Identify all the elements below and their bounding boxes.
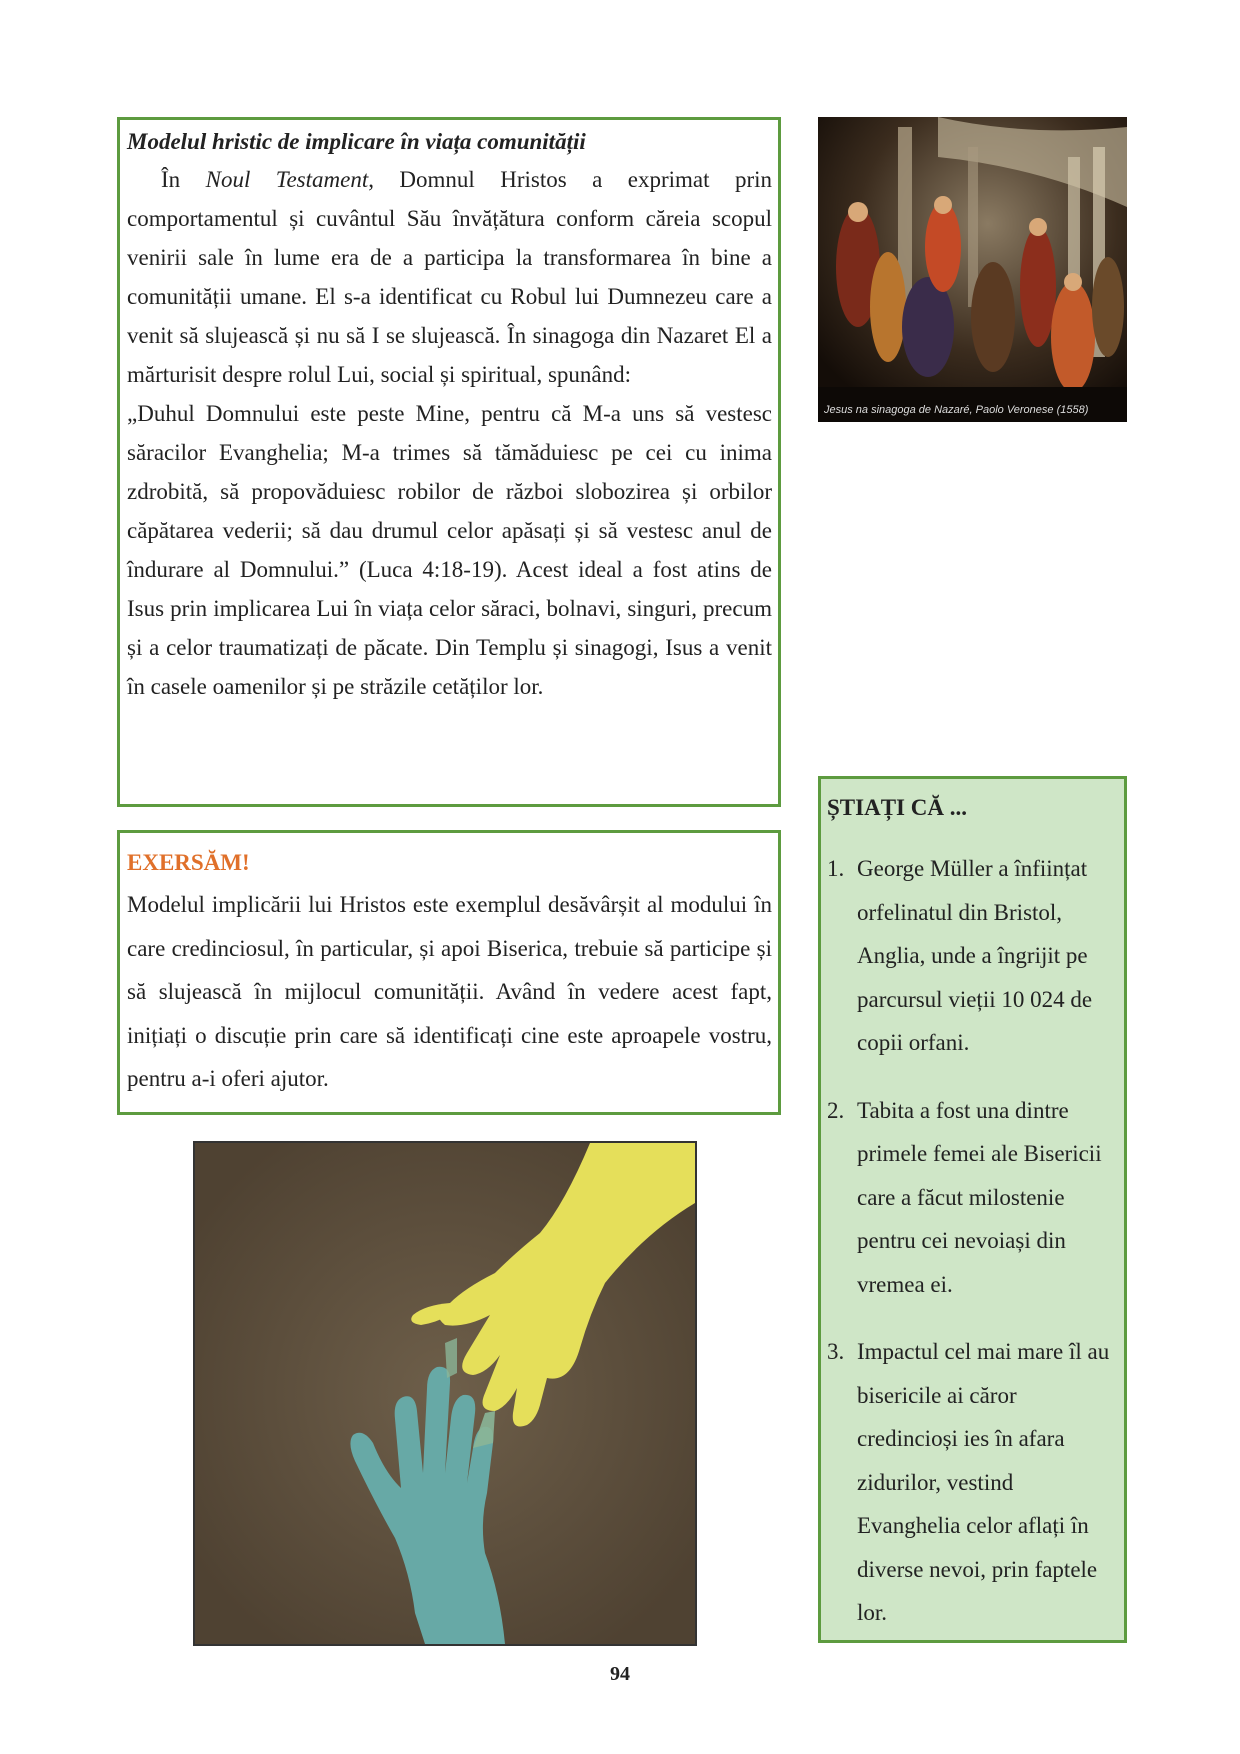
fact-text: Impactul cel mai mare îl au bisericile ai căror credincioși ies în afara zidurilor, vestind Evanghelia celor aflați în diverse nevoi, prin faptele lor. bbox=[857, 1339, 1110, 1625]
helping-hands-illustration bbox=[195, 1143, 695, 1644]
exercise-box bbox=[117, 830, 781, 1115]
intro-paragraph bbox=[127, 160, 772, 394]
painting-image bbox=[818, 117, 1127, 422]
intro-post: , Domnul Hristos a exprimat prin comportamentul și cuvântul Său învățătura conform căreia scopul venirii sale în lume era de a participa la transformarea în bine a comunității umane. El s-a identificat cu Robul lui Dumnezeu care a venit să slujească și nu să I se slujească. În sinagoga din Nazaret El a mărturisit despre rolul Lui, social și spiritual, spunând: bbox=[127, 167, 772, 387]
page-number: 94 bbox=[610, 1663, 630, 1685]
section-christ-model bbox=[117, 117, 781, 807]
fact-text: Tabita a fost una dintre primele femei ale Bisericii care a făcut milostenie pentru cei nevoiași din vremea ei. bbox=[857, 1097, 1102, 1297]
fact-number: 2. bbox=[827, 1097, 845, 1123]
fact-number: 3. bbox=[827, 1339, 845, 1364]
exercise-text: Modelul implicării lui Hristos este exemplul desăvârșit al modului în care credinciosul, în particular, și apoi Biserica, trebuie să participe și să slujească în mijlocul comunității. Având în vedere acest fapt, inițiați o discuție prin care să identificați cine este aproapele vostru, pentru a-i oferi ajutor. bbox=[127, 892, 772, 1091]
fact-item bbox=[827, 847, 1116, 1065]
did-you-know-box bbox=[818, 776, 1127, 1643]
did-you-know-title: ȘTIAȚI CĂ ... bbox=[827, 795, 967, 820]
fact-text: George Müller a înființat orfelinatul din Bristol, Anglia, unde a îngrijit pe parcursul vieții 10 024 de copii orfani. bbox=[857, 856, 1093, 1055]
exercise-title: EXERSĂM! bbox=[127, 850, 250, 875]
fact-item bbox=[827, 1330, 1116, 1635]
quote-paragraph: „Duhul Domnului este peste Mine, pentru că M-a uns să vestesc săracilor Evanghelia; M-a trimes să tămăduiesc pe cei cu inima zdrobită, să propovăduiesc robilor de război slobozirea și orbilor căpătarea vederii; să dau drumul celor apăsați și să vestesc anul de îndurare al Domnului.” (Luca 4:18-19). Acest ideal a fost atins de Isus prin implicarea Lui în viața celor săraci, bolnavi, singuri, precum și a celor traumatizați de păcate. Din Templu și sinagogi, Isus a venit în casele oamenilor și pe străzile cetăților lor. bbox=[127, 401, 772, 699]
intro-italic: Noul Testament bbox=[205, 167, 369, 192]
painting-caption: Jesus na sinagoga de Nazaré, Paolo Veronese (1558) bbox=[824, 404, 1089, 416]
helping-hands-image bbox=[193, 1141, 697, 1646]
fact-item bbox=[827, 1089, 1116, 1307]
section-title: Modelul hristic de implicare în viața comunității bbox=[127, 129, 586, 154]
intro-pre: În bbox=[161, 167, 206, 192]
fact-number: 1. bbox=[827, 856, 845, 881]
painting-illustration bbox=[818, 117, 1127, 422]
